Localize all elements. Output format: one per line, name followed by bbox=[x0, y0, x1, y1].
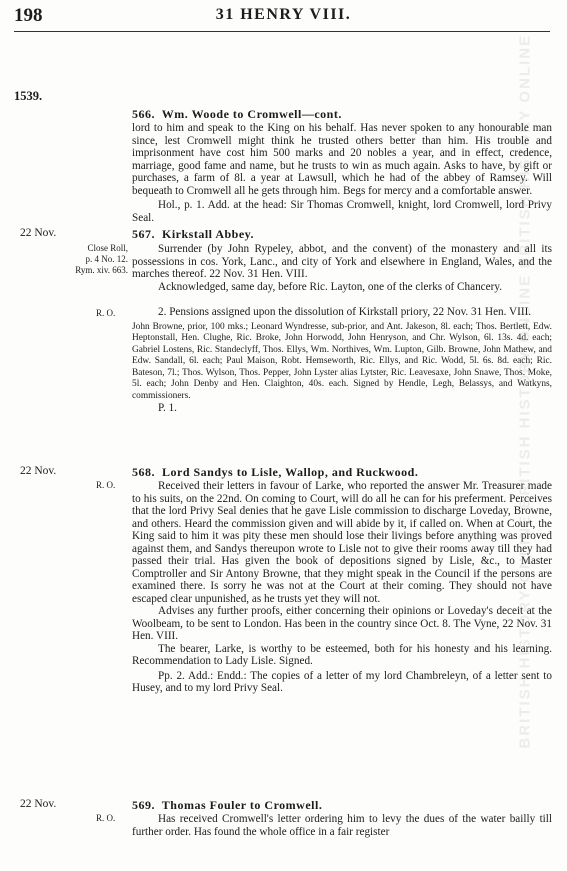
entry-569-date: 22 Nov. bbox=[20, 798, 57, 810]
entry-567-source: R. O. bbox=[96, 308, 116, 318]
watermark: BRITISH HISTORY ONLINE bbox=[516, 513, 534, 749]
entry-569-source: R. O. bbox=[96, 813, 116, 823]
paragraph: Advises any further proofs, either concerning their opinions or Loveday's deceit at the Woolbeam, to be sent to London. Has been in the country since Oct. 8. The Vyne, 22 Nov. 31 Hen. VIII. bbox=[132, 605, 552, 642]
pension-list: John Browne, prior, 100 mks.; Leonard Wyndresse, sub-prior, and Ant. Jakeson, 8l. each; Thos. Bertlett, Edw. Heptonstall, Hen. Clughe, Ric. Broke, John Horwodd, John Henryson, and Chr. Wylson, 6l. 13s. 4d. each; Gabriel Lostens, Ric. Standeclyff, Thos. Ellys, Wm. Northives, Wm. Lupton, Gilb. Browne, John Mathew, and Edw. Sandall, 6l. each; Paul Maison, Robt. Hemseworth, Ric. Ellys, and Ric. Wodd, 5l. 6s. 8d. each; Ric. Bateson, 7l.; Thos. Wylson, Thos. Pepper, John Lyster alias Lytster, Ric. Leavesaxe, John Snawe, Thos. Moke, 5l. each; John Denby and Hen. Claighton, 40s. each. Signed by Hendle, Legh, Belassys, and Watkyns, commissioners. bbox=[132, 321, 552, 401]
paragraph: lord to him and speak to the King on his behalf. Has never spoken to any honourable man since, lest Cromwell might think he trusted others better than him. His trouble and imprisonment have cost him 500 marks and 20 nobles a year, and in effect, credence, marriage, good fame and name, but he trusts to win as much again. Asks to have, by gift or purchases, a farm of 8l. a year at Lawsull, which he had of the abbey of Ramsey. Will bequeath to Cromwell all he gets through him. Begs for mercy and a comfortable answer. bbox=[132, 122, 552, 197]
entry-567-heading: 567. Kirkstall Abbey. bbox=[132, 227, 255, 241]
paragraph: Pp. 2. Add.: Endd.: The copies of a letter of my lord Chambreleyn, of a letter sent to Husey, and to my lord Privy Seal. bbox=[132, 669, 552, 694]
paragraph: Received their letters in favour of Larke, who reported the answer Mr. Treasurer made to his suits, on the 22nd. On coming to Court, will do all he can for his preferment. Perceives that the lord Privy Seal denies that he gave Lisle commission to discharge Loveday, Browne, and others. Heard the commission given and will abide by it, if called on. When at Court, the King said to him it was pity these men should lose their livings before anything was proved against them, and Sandys thereupon wrote to Lisle not to give their rooms away till they had passed their trial. Has given the book of depositions signed by Lisle, &c., to Master Comptroller and Sir Antony Browne, that they might speak in the Council if the persons are examined there. Is sorry he was not at the Court at their coming. They should not have escaped clear unpunished, as he trusts yet they will not. bbox=[132, 480, 552, 605]
paragraph: The bearer, Larke, is worthy to be esteemed, both for his honesty and his learning. Recommendation to Lady Lisle. Signed. bbox=[132, 642, 552, 667]
page-number: 198 bbox=[14, 5, 43, 26]
running-title: 31 HENRY VIII. bbox=[215, 6, 352, 23]
entry-568-date: 22 Nov. bbox=[20, 465, 57, 477]
paragraph: Surrender (by John Rypeley, abbot, and the convent) of the monastery and all its possessions in cos. York, Lanc., and city of York and elsewhere in England, Wales, and the marches thereof. 22 Nov. 31 Hen. VIII. bbox=[132, 243, 552, 280]
entry-569-body bbox=[132, 813, 552, 838]
entry-567-refs: Close Roll, p. 4 No. 12. Rym. xiv. 663. bbox=[75, 243, 128, 275]
header-rule bbox=[14, 31, 550, 32]
paragraph: Acknowledged, same day, before Ric. Layton, one of the clerks of Chancery. bbox=[158, 280, 502, 293]
watermark: BRITISH HISTORY ONLINE bbox=[516, 273, 534, 509]
entry-569-heading: 569. Thomas Fouler to Cromwell. bbox=[132, 798, 323, 812]
entry-567-body bbox=[132, 243, 552, 293]
paragraph: Hol., p. 1. Add. at the head: Sir Thomas Cromwell, knight, lord Cromwell, lord Privy Seal. bbox=[132, 199, 552, 224]
pension-note: P. 1. bbox=[158, 402, 177, 414]
entry-568-heading: 568. Lord Sandys to Lisle, Wallop, and Ruckwood. bbox=[132, 465, 419, 479]
entry-567-pensions bbox=[132, 306, 552, 415]
entry-566-heading: 566. Wm. Woode to Cromwell—cont. bbox=[132, 107, 342, 121]
entry-567-date: 22 Nov. bbox=[20, 227, 57, 239]
paragraph: Has received Cromwell's letter ordering him to levy the dues of the water bailly till further order. Has found the whole office in a fair register bbox=[132, 813, 552, 838]
entry-568-body bbox=[132, 480, 552, 695]
year-label: 1539. bbox=[14, 89, 43, 103]
entry-568-source: R. O. bbox=[96, 480, 116, 490]
watermark: BRITISH HISTORY ONLINE bbox=[516, 33, 534, 269]
pension-heading: 2. Pensions assigned upon the dissolution of Kirkstall priory, 22 Nov. 31 Hen. VIII. bbox=[158, 306, 532, 318]
entry-566-body bbox=[132, 122, 552, 224]
